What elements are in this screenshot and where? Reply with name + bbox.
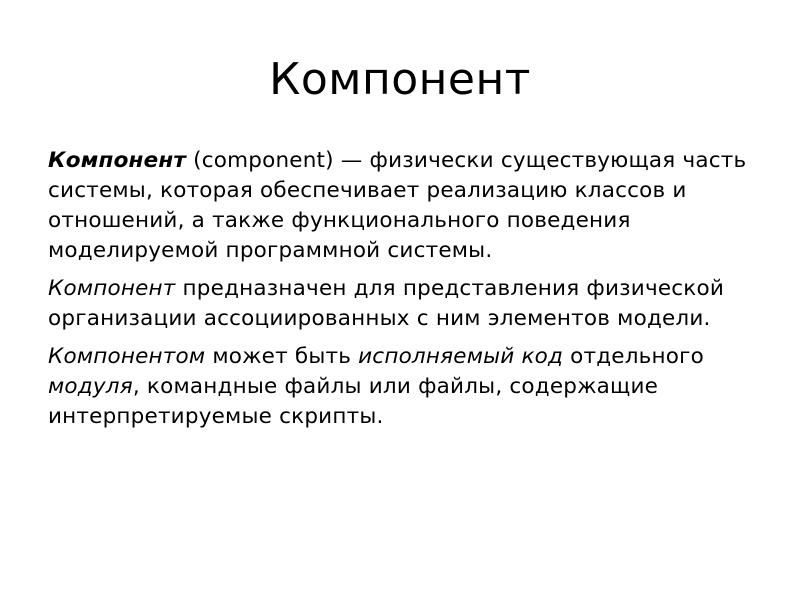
term-componentom: Компонентом bbox=[48, 344, 206, 369]
slide-body bbox=[48, 146, 768, 432]
term-component: Компонент bbox=[48, 148, 187, 173]
paragraph-definition bbox=[48, 146, 768, 266]
paragraph-examples bbox=[48, 342, 768, 432]
examples-text-3: , командные файлы или файлы, содержащие интерпретируемые скрипты. bbox=[48, 374, 659, 429]
term-executable-code: исполняемый код bbox=[358, 344, 564, 369]
paragraph-purpose bbox=[48, 274, 768, 334]
term-component-italic: Компонент bbox=[48, 276, 176, 301]
purpose-text: предназначен для представления физической организации ассоциированных с ним элементов модели. bbox=[48, 276, 725, 331]
definition-text: (component) — физически существующая часть системы, которая обеспечивает реализацию классов и отношений, а также функционального поведения моделируемой программной системы. bbox=[48, 148, 747, 263]
examples-text-2: отдельного bbox=[563, 344, 704, 369]
slide-title: Компонент bbox=[269, 54, 531, 105]
term-module: модуля bbox=[48, 374, 133, 399]
examples-text-1: может быть bbox=[205, 344, 359, 369]
